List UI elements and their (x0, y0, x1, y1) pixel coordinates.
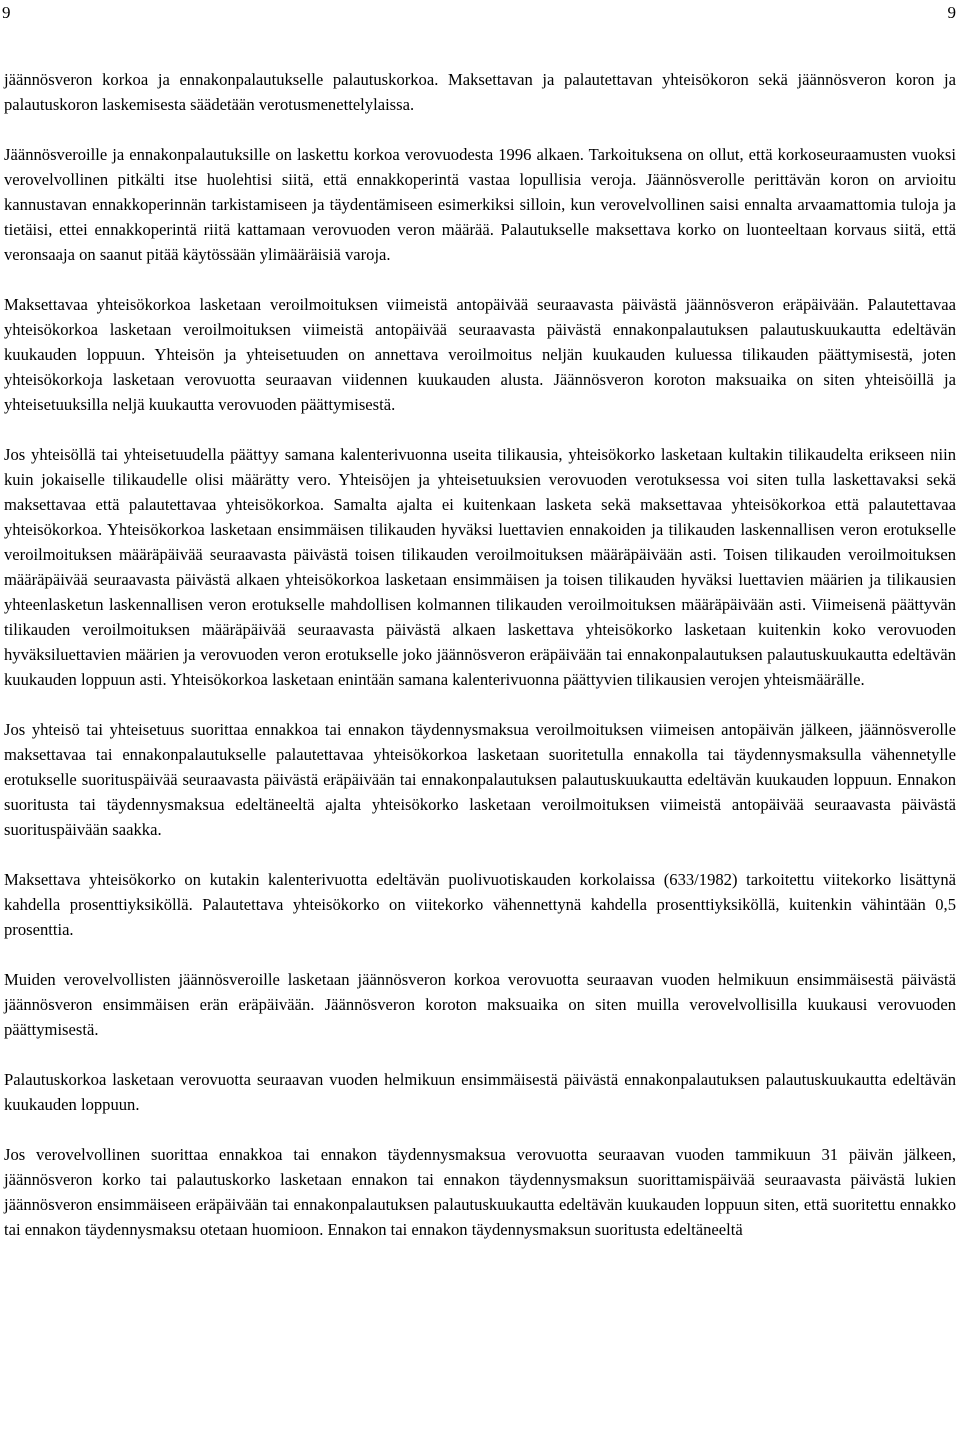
page-number-left: 9 (2, 3, 11, 22)
paragraph-4: Jos yhteisöllä tai yhteisetuudella päättyy samana kalenterivuonna useita tilikausia, yhteisökorko lasketaan kultakin tilikaudelta erikseen niin kuin jokaiselle tilikaudelle olisi määrätty vero. Yhteisöjen ja yhteisetuuksien verovuoden verotuksessa voi siten tulla laskettavaksi sekä maksettavaa että palautettavaa yhteisökorkoa. Samalta ajalta ei kuitenkaan lasketa sekä maksettavaa yhteisökorkoa että palautettavaa yhteisökorkoa. Yhteisökorkoa lasketaan ensimmäisen tilikauden hyväksi luettavien ennakoiden ja tilikauden laskennallisen veron erotukselle veroilmoituksen määräpäivää seuraavasta päivästä toisen tilikauden veroilmoituksen määräpäivään asti. Toisen tilikauden veroilmoituksen määräpäivää seuraavasta päivästä alkaen yhteisökorkoa lasketaan ensimmäisen ja toisen tilikauden hyväksi luettavien määrien ja tilikausien yhteenlasketun laskennallisen veron erotukselle mahdollisen kolmannen tilikauden veroilmoituksen määräpäivään asti. Viimeisenä päättyvän tilikauden veroilmoituksen määräpäivää seuraavasta päivästä alkaen laskettava yhteisökorko lasketaan kuitenkin koko verovuoden hyväksiluettavien määrien ja verovuoden veron erotukselle joko jäännösveron eräpäivään tai ennakonpalautuksen palautuskuukautta edeltävän kuukauden loppuun asti. Yhteisökorkoa lasketaan enintään samana kalenterivuonna päättyvien tilikausien verojen yhteismäärälle. (4, 445, 956, 689)
paragraph-2: Jäännösveroille ja ennakonpalautuksille on laskettu korkoa verovuodesta 1996 alkaen. Tarkoituksena on ollut, että korkoseuraamusten vuoksi verovelvollinen pitkälti itse huolehtisi siitä, että ennakkoperintä vastaa lopullisia veroja. Jäännösverolle perittävän koron on arvioitu kannustavan ennakkoperinnän tarkistamiseen ja täydentämiseen esimerkiksi silloin, kun verovelvollinen saisi ennalta arvaamattomia tuloja ja tietäisi, ettei ennakkoperintä riitä kattamaan verovuoden veron määrää. Palautukselle maksettava korko on luonteeltaan korvaus siitä, että veronsaaja on saanut pitää käytössään ylimääräisiä varoja. (4, 145, 956, 264)
paragraph-7: Muiden verovelvollisten jäännösveroille lasketaan jäännösveron korkoa verovuotta seuraavan vuoden helmikuun ensimmäisestä päivästä jäännösveron ensimmäisen erän eräpäivään. Jäännösveron koroton maksuaika on siten muilla verovelvollisilla kuukausi verovuoden päättymisestä. (4, 970, 956, 1039)
paragraph-6: Maksettava yhteisökorko on kutakin kalenterivuotta edeltävän puolivuotiskauden korkolaissa (633/1982) tarkoitettu viitekorko lisättynä kahdella prosenttiyksiköllä. Palautettava yhteisökorko on viitekorko vähennettynä kahdella prosenttiyksiköllä, kuitenkin vähintään 0,5 prosenttia. (4, 870, 956, 939)
paragraph-1: jäännösveron korkoa ja ennakonpalautukselle palautuskorkoa. Maksettavan ja palautettavan yhteisökoron sekä jäännösveron koron ja palautuskoron laskemisesta säädetään verotusmenettelylaissa. (4, 70, 956, 114)
page-number-right: 9 (947, 3, 956, 22)
paragraph-3: Maksettavaa yhteisökorkoa lasketaan veroilmoituksen viimeistä antopäivää seuraavasta päivästä jäännösveron eräpäivään. Palautettavaa yhteisökorkoa lasketaan veroilmoituksen viimeistä antopäivää seuraavasta päivästä ennakonpalautuksen palautuskuukautta edeltävän kuukauden loppuun. Yhteisön ja yhteisetuuden on annettava veroilmoitus neljän kuukauden kuluessa tilikauden päättymisestä, joten yhteisökorkoja lasketaan verovuotta seuraavan viidennen kuukauden alusta. Jäännösveron koroton maksuaika on siten yhteisöillä ja yhteisetuuksilla neljä kuukautta verovuoden päättymisestä. (4, 295, 956, 414)
document-body (4, 67, 956, 1267)
paragraph-9: Jos verovelvollinen suorittaa ennakkoa tai ennakon täydennysmaksua verovuotta seuraavan vuoden tammikuun 31 päivän jälkeen, jäännösveron korko tai palautuskorko lasketaan ennakon tai ennakon täydennysmaksun suorittamispäivää seuraavasta päivästä lukien jäännösveron ensimmäiseen eräpäivään tai ennakonpalautuksen palautuskuukautta edeltävän kuukauden loppuun siten, että suoritettu ennakko tai ennakon täydennysmaksu otetaan huomioon. Ennakon tai ennakon täydennysmaksun suoritusta edeltäneeltä (4, 1145, 956, 1239)
paragraph-8: Palautuskorkoa lasketaan verovuotta seuraavan vuoden helmikuun ensimmäisestä päivästä ennakonpalautuksen palautuskuukautta edeltävän kuukauden loppuun. (4, 1070, 956, 1114)
paragraph-5: Jos yhteisö tai yhteisetuus suorittaa ennakkoa tai ennakon täydennysmaksua veroilmoituksen viimeisen antopäivän jälkeen, jäännösverolle maksettavaa tai ennakonpalautukselle palautettavaa yhteisökorkoa lasketaan suoritetulla ennakolla tai täydennysmaksulla vähennetylle erotukselle suorituspäivää seuraavasta päivästä eräpäivään tai ennakonpalautuksen palautuskuukautta edeltävän kuukauden loppuun. Ennakon suoritusta tai täydennysmaksua edeltäneeltä ajalta yhteisökorko lasketaan veroilmoituksen viimeistä antopäivää seuraavasta päivästä suorituspäivään saakka. (4, 720, 956, 839)
